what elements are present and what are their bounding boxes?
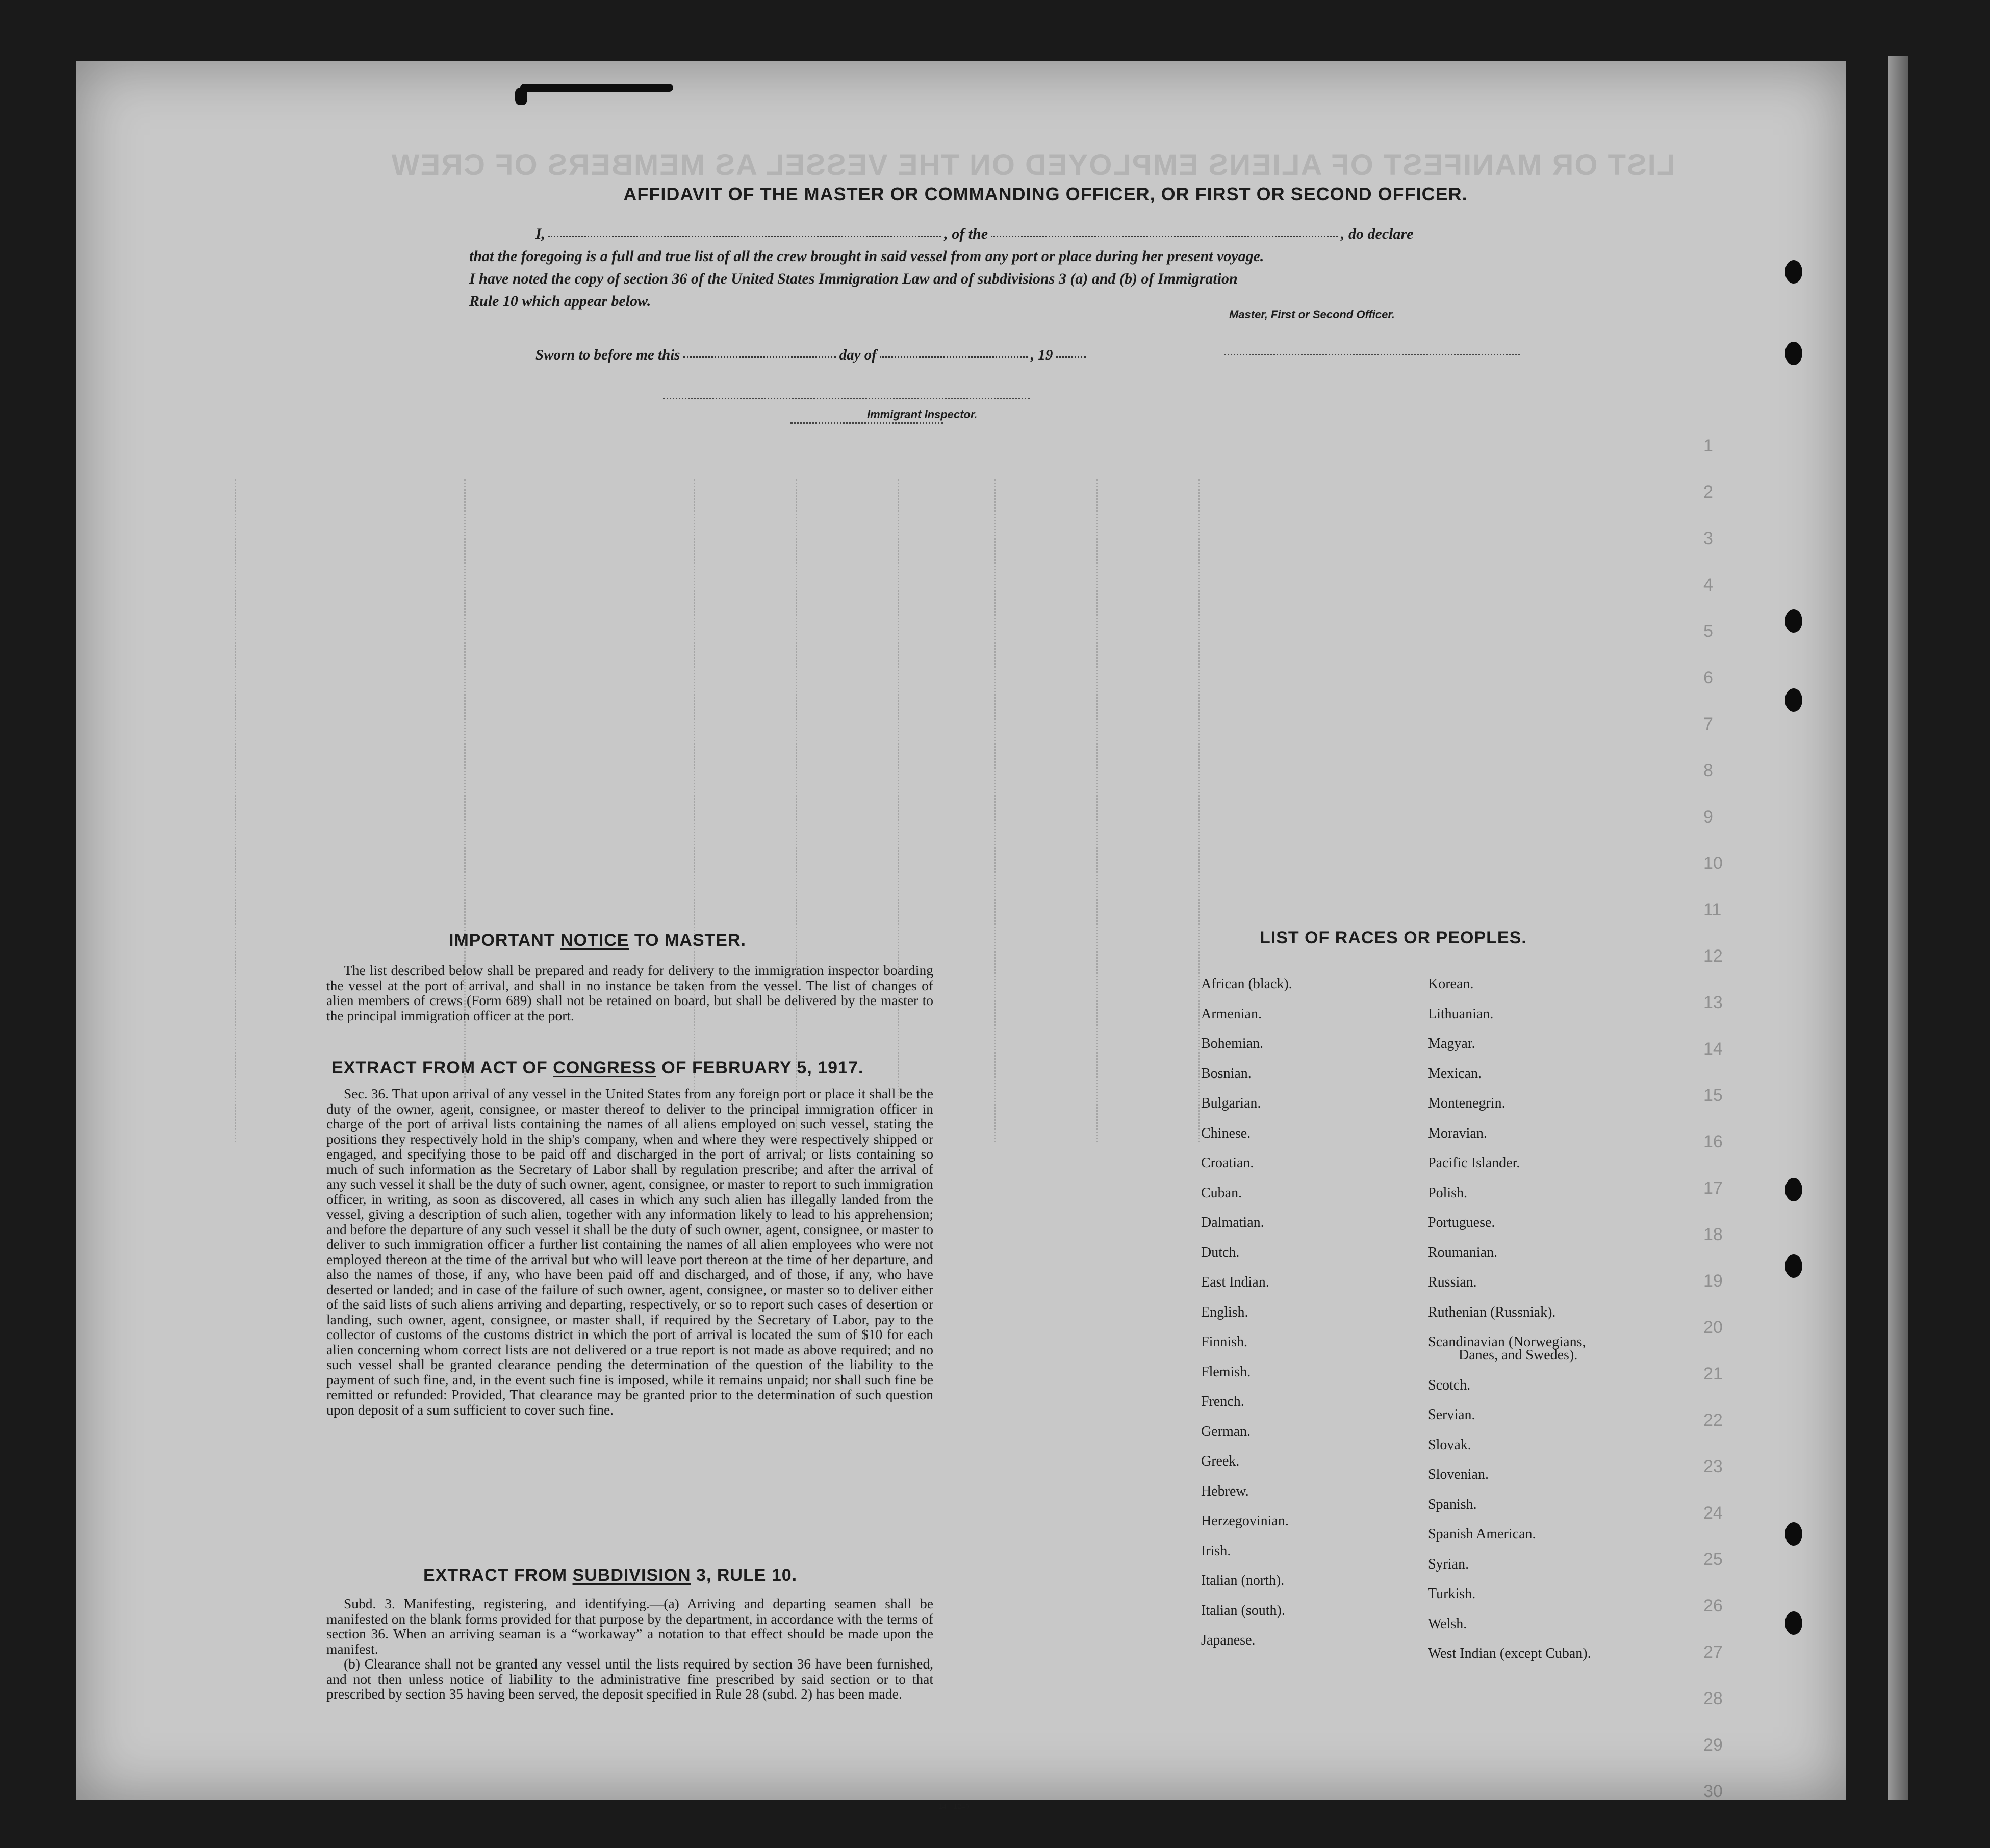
ghost-column-line <box>464 479 466 1142</box>
affidavit-line-2: that the foregoing is a full and true list of all the crew brought in said vessel from any port or place during her present voyage. <box>469 248 1264 265</box>
race-entry: Roumanian. <box>1428 1244 1498 1261</box>
race-entry: African (black). <box>1201 976 1292 992</box>
bleed-through-row-number: 8 <box>1703 761 1713 780</box>
race-entry: French. <box>1201 1394 1244 1409</box>
bleed-through-row-number: 18 <box>1703 1225 1723 1244</box>
bleed-through-row-number: 16 <box>1703 1132 1723 1151</box>
race-entry: German. <box>1201 1423 1251 1440</box>
race-entry: English. <box>1201 1304 1248 1320</box>
bleed-through-row-number: 15 <box>1703 1086 1723 1105</box>
race-entry: Greek. <box>1201 1453 1240 1469</box>
act-extract-text <box>326 1086 933 1417</box>
rule-title-b: 3, RULE 10. <box>691 1565 798 1585</box>
race-entry: Bohemian. <box>1201 1036 1264 1051</box>
race-entry: Mexican. <box>1428 1065 1482 1082</box>
race-entry: Finnish. <box>1201 1334 1248 1350</box>
race-entry: Herzegovinian. <box>1201 1513 1289 1529</box>
race-entry: Dutch. <box>1201 1244 1240 1261</box>
bleed-through-row-number: 26 <box>1703 1596 1723 1615</box>
race-entry: East Indian. <box>1201 1274 1269 1290</box>
bleed-through-row-number: 24 <box>1703 1503 1723 1523</box>
ink-blot <box>515 88 527 105</box>
ghost-column-line <box>994 479 996 1142</box>
notice-title-underlined: NOTICE <box>560 931 629 950</box>
name-blank <box>548 235 941 237</box>
ink-blot <box>520 84 673 92</box>
affidavit-declare: , do declare <box>1341 225 1414 242</box>
race-entry: Hebrew. <box>1201 1483 1249 1499</box>
bleed-through-row-number: 28 <box>1703 1689 1723 1708</box>
bleed-through-row-number: 9 <box>1703 807 1713 827</box>
race-entry: Syrian. <box>1428 1556 1469 1572</box>
day-of: day of <box>839 347 877 363</box>
year-prefix: , 19 <box>1030 347 1053 363</box>
notice-title <box>449 931 746 951</box>
act-title-underlined: CONGRESS <box>553 1058 656 1077</box>
ghost-column-line <box>796 479 797 1142</box>
bleed-through-row-number: 20 <box>1703 1318 1723 1337</box>
bleed-through-row-number: 14 <box>1703 1039 1723 1059</box>
bleed-through-row-number: 5 <box>1703 622 1713 641</box>
bleed-through-row-number: 29 <box>1703 1735 1723 1755</box>
bleed-through-row-number: 2 <box>1703 482 1713 502</box>
rule-extract-text <box>326 1596 933 1702</box>
form-number: 14—1240 <box>938 1802 970 1810</box>
bleed-through-row-number: 13 <box>1703 993 1723 1012</box>
punch-hole <box>1785 260 1802 284</box>
notice-paragraph: The list described below shall be prepared and ready for delivery to the immigration inspector boarding the vessel at the port of arrival, and shall in no instance be taken from the vessel. The list of changes of alien members of crews (Form 689) shall not be retained on board, but shall be delivered by the master to the principal immigration officer at the port. <box>326 962 933 1023</box>
race-entry: Korean. <box>1428 976 1474 992</box>
race-entry: Lithuanian. <box>1428 1006 1494 1022</box>
bleed-through-row-number: 19 <box>1703 1271 1723 1291</box>
affidavit-of-the: , of the <box>944 225 988 242</box>
inspector-signature-line <box>663 398 1030 399</box>
page-edge <box>1888 56 1908 1800</box>
signature-caption: Master, First or Second Officer. <box>1229 308 1395 321</box>
race-entry: Croatian. <box>1201 1155 1254 1171</box>
punch-hole <box>1785 1611 1802 1635</box>
affidavit-i: I, <box>535 225 546 242</box>
rule-title-a: EXTRACT FROM <box>423 1565 573 1585</box>
rule-extract-title <box>423 1565 797 1585</box>
race-entry: Scandinavian (Norwegians, <box>1428 1334 1586 1350</box>
bleed-through-row-number: 3 <box>1703 529 1713 548</box>
notice-title-b: TO MASTER. <box>629 931 746 950</box>
bleed-through-row-number: 30 <box>1703 1782 1723 1801</box>
ghost-column-line <box>898 479 899 1142</box>
race-entry: Italian (south). <box>1201 1602 1285 1619</box>
bleed-through-row-number: 23 <box>1703 1457 1723 1476</box>
race-entry: Flemish. <box>1201 1364 1251 1380</box>
bleed-through-row-number: 4 <box>1703 575 1713 595</box>
race-entry: Irish. <box>1201 1543 1231 1559</box>
race-entry: Bulgarian. <box>1201 1095 1261 1111</box>
bleed-through-row-number: 11 <box>1703 900 1722 919</box>
punch-hole <box>1785 342 1802 365</box>
act-title-a: EXTRACT FROM ACT OF <box>331 1058 553 1077</box>
sworn-day-blank <box>683 356 836 358</box>
races-title: LIST OF RACES OR PEOPLES. <box>1260 928 1527 947</box>
bleed-through-row-number: 22 <box>1703 1410 1723 1430</box>
race-entry: Dalmatian. <box>1201 1215 1264 1230</box>
sworn-month-blank <box>880 356 1028 358</box>
race-entry: Cuban. <box>1201 1185 1242 1201</box>
bleed-through-row-number: 6 <box>1703 668 1713 687</box>
bleed-through-row-number: 21 <box>1703 1364 1723 1383</box>
bleed-through-row-number: 25 <box>1703 1550 1723 1569</box>
affidavit-title: AFFIDAVIT OF THE MASTER OR COMMANDING OFFICER, OR FIRST OR SECOND OFFICER. <box>623 184 1468 204</box>
ghost-column-line <box>1198 479 1200 1142</box>
race-entry: Portuguese. <box>1428 1215 1495 1230</box>
act-paragraph: Sec. 36. That upon arrival of any vessel in the United States from any foreign port or place it shall be the duty of the owner, agent, consignee, or master thereof to deliver to the principal immigration officer in charge of the port of arrival lists containing the names of all aliens employed on such vessel, stating the positions they respectively hold in the ship's company, when and where they were respectively shipped or engaged, and specifying those to be paid off and discharged in the port of arrival; or lists containing so much of such information as the Secretary of Labor shall by regulation prescribe; and after the arrival of any such vessel it shall be the duty of such owner, agent, consignee, or master to report to such immigration officer, in writing, as soon as discovered, all cases in which any such alien has illegally landed from the vessel, giving a description of such alien, together with any information likely to lead to his apprehension; and before the departure of any such vessel it shall be the duty of such owner, agent, consignee, or master to deliver to such immigration officer a further list containing the names of all alien employees who were not employed thereon at the time of the arrival but who will leave port thereon at the time of her departure, and also the names of those, if any, who have been paid off and discharged, and of those, if any, who have deserted or landed; and in case of the failure of such owner, agent, consignee, or master so to deliver either of the said lists of such aliens arriving and departing, respectively, or so to report such cases of desertion or landing, such owner, agent, consignee, or master shall, if required by the Secretary of Labor, pay to the collector of customs of the customs district in which the port of arrival is located the sum of $10 for each alien concerning whom correct lists are not delivered or a true report is not made as above required; and no such vessel shall be granted clearance pending the determination of the question of the liability to the payment of such fine, and, in the event such fine is imposed, while it remains unpaid; nor shall such fine be remitted or refunded: Provided, That clearance may be granted prior to the determination of such question upon deposit of a sum sufficient to cover such fine. <box>326 1086 933 1418</box>
bleed-through-row-number: 17 <box>1703 1178 1723 1198</box>
ghost-column-line <box>1096 479 1098 1142</box>
bleed-through-row-number: 10 <box>1703 854 1723 873</box>
race-entry: Polish. <box>1428 1185 1468 1201</box>
race-entry: Armenian. <box>1201 1006 1262 1022</box>
ghost-column-line <box>235 479 236 1142</box>
inspector-caption: Immigrant Inspector. <box>867 408 978 421</box>
race-entry: Moravian. <box>1428 1125 1487 1141</box>
punch-hole <box>1785 609 1802 633</box>
race-entry: Montenegrin. <box>1428 1095 1506 1111</box>
race-entry: Bosnian. <box>1201 1065 1252 1082</box>
rule-title-underlined: SUBDIVISION <box>572 1565 691 1585</box>
bleed-through-row-number: 27 <box>1703 1642 1723 1662</box>
race-entry: Scotch. <box>1428 1377 1471 1393</box>
bleed-through-title: LIST OR MANIFEST OF ALIENS EMPLOYED ON THE VESSEL AS MEMBERS OF CREW <box>390 148 1675 182</box>
race-entry: Pacific Islander. <box>1428 1155 1520 1171</box>
bleed-through-row-number: 7 <box>1703 714 1713 734</box>
race-entry: Magyar. <box>1428 1036 1475 1051</box>
document-page <box>76 61 1846 1810</box>
affidavit-declaration-line <box>535 225 1413 243</box>
race-entry: Chinese. <box>1201 1125 1251 1141</box>
punch-hole <box>1785 1522 1802 1546</box>
bleed-through-row-number: 1 <box>1703 436 1713 455</box>
race-entry: Slovak. <box>1428 1436 1471 1453</box>
punch-hole <box>1785 1178 1802 1201</box>
act-extract-title <box>331 1058 863 1078</box>
punch-hole <box>1785 688 1802 712</box>
ghost-column-line <box>694 479 695 1142</box>
race-entry: Ruthenian (Russniak). <box>1428 1304 1556 1320</box>
race-entry: Italian (north). <box>1201 1573 1285 1588</box>
rule-paragraph-a: Subd. 3. Manifesting, registering, and identifying.—(a) Arriving and departing seamen shall be manifested on the blank forms provided for that purpose by the department, in accordance with the terms of section 36. When an arriving seaman is a “workaway” a notation to that effect should be made upon the manifest. <box>326 1596 933 1657</box>
notice-title-a: IMPORTANT <box>449 931 561 950</box>
sworn-year-blank <box>1056 356 1086 358</box>
punch-hole <box>1785 1254 1802 1278</box>
race-entry: West Indian (except Cuban). <box>1428 1646 1591 1662</box>
race-entry: Spanish. <box>1428 1496 1477 1512</box>
race-entry: Russian. <box>1428 1274 1477 1290</box>
affidavit-line-4: Rule 10 which appear below. <box>469 293 651 310</box>
race-entry: Slovenian. <box>1428 1467 1489 1483</box>
sworn-before: Sworn to before me this <box>535 347 680 363</box>
signature-line <box>1224 354 1520 355</box>
race-entry: Danes, and Swedes). <box>1459 1347 1578 1364</box>
notice-text <box>326 963 933 1023</box>
sworn-line <box>535 347 1089 364</box>
race-entry: Japanese. <box>1201 1632 1256 1648</box>
inspector-signature-line-2 <box>790 422 943 424</box>
race-entry: Welsh. <box>1428 1615 1467 1632</box>
race-entry: Turkish. <box>1428 1586 1476 1602</box>
rule-paragraph-b: (b) Clearance shall not be granted any vessel until the lists required by section 36 have been furnished, and not then unless notice of liability to the administrative fine prescribed by said section or to that prescribed by section 35 having been served, the deposit specified in Rule 28 (subd. 2) has been made. <box>326 1656 933 1702</box>
act-title-b: OF FEBRUARY 5, 1917. <box>656 1058 864 1077</box>
vessel-blank <box>991 235 1338 237</box>
bleed-through-row-number: 12 <box>1703 946 1723 966</box>
race-entry: Servian. <box>1428 1407 1475 1423</box>
race-entry: Spanish American. <box>1428 1526 1536 1543</box>
affidavit-line-3: I have noted the copy of section 36 of the United States Immigration Law and of subdivisions 3 (a) and (b) of Immigration <box>469 270 1238 287</box>
